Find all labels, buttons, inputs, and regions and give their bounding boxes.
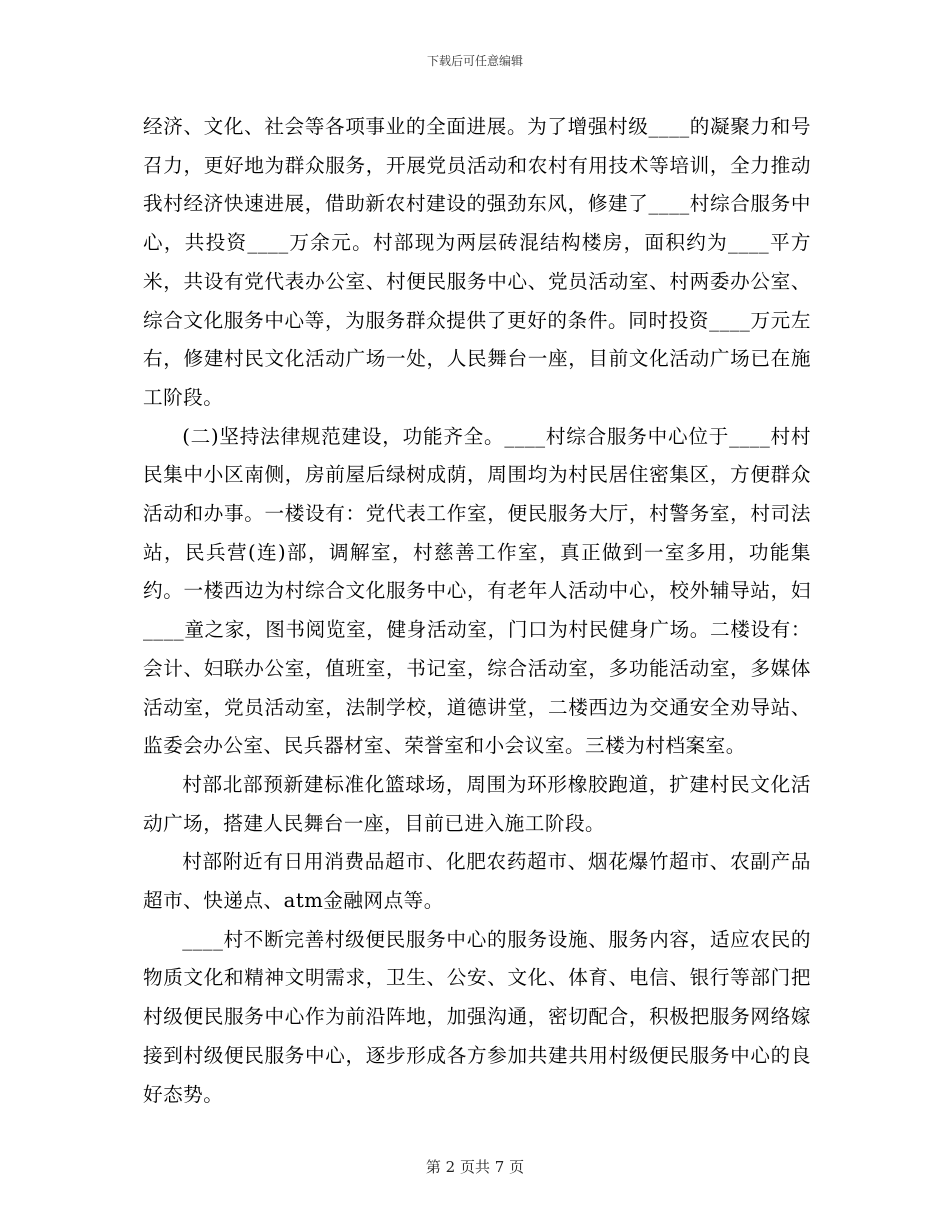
paragraph-4: 村部附近有日用消费品超市、化肥农药超市、烟花爆竹超市、农副产品超市、快递点、atm金融网点等。 xyxy=(143,850,811,913)
paragraph-2: (二)坚持法律规范建设，功能齐全。____村综合服务中心位于____村村民集中小区南侧，房前屋后绿树成荫，周围均为村民居住密集区，方便群众活动和办事。一楼设有：党代表工作室，便民服务大厅，村警务室，村司法站，民兵营(连)部，调解室，村慈善工作室，真正做到一室多用，功能集约。一楼西边为村综合文化服务中心，有老年人活动中心，校外辅导站，妇____童之家，图书阅览室，健身活动室，门口为村民健身广场。二楼设有：会计、妇联办公室，值班室，书记室，综合活动室，多功能活动室，多媒体活动室，党员活动室，法制学校，道德讲堂，二楼西边为交通安全劝导站、监委会办公室、民兵器材室、荣誉室和小会议室。三楼为村档案室。 xyxy=(143,424,811,758)
paragraph-5: ____村不断完善村级便民服务中心的服务设施、服务内容，适应农民的物质文化和精神文明需求，卫生、公安、文化、体育、电信、银行等部门把村级便民服务中心作为前沿阵地，加强沟通，密切配合，积极把服务网络嫁接到村级便民服务中心，逐步形成各方参加共建共用村级便民服务中心的良好态势。 xyxy=(143,927,811,1106)
paragraph-3: 村部北部预新建标准化篮球场，周围为环形橡胶跑道，扩建村民文化活动广场，搭建人民舞台一座，目前已进入施工阶段。 xyxy=(143,772,811,835)
document-body xyxy=(143,108,811,1114)
page-footer: 第 2 页共 7 页 xyxy=(425,1158,525,1176)
paragraph-1: 经济、文化、社会等各项事业的全面进展。为了增强村级____的凝聚力和号召力，更好地为群众服务，开展党员活动和农村有用技术等培训，全力推动我村经济快速进展，借助新农村建设的强劲东风，修建了____村综合服务中心，共投资____万余元。村部现为两层砖混结构楼房，面积约为____平方米，共设有党代表办公室、村便民服务中心、党员活动室、村两委办公室、综合文化服务中心等，为服务群众提供了更好的条件。同时投资____万元左右，修建村民文化活动广场一处，人民舞台一座，目前文化活动广场已在施工阶段。 xyxy=(143,115,811,409)
page-header: 下载后可任意编辑 xyxy=(426,54,523,68)
